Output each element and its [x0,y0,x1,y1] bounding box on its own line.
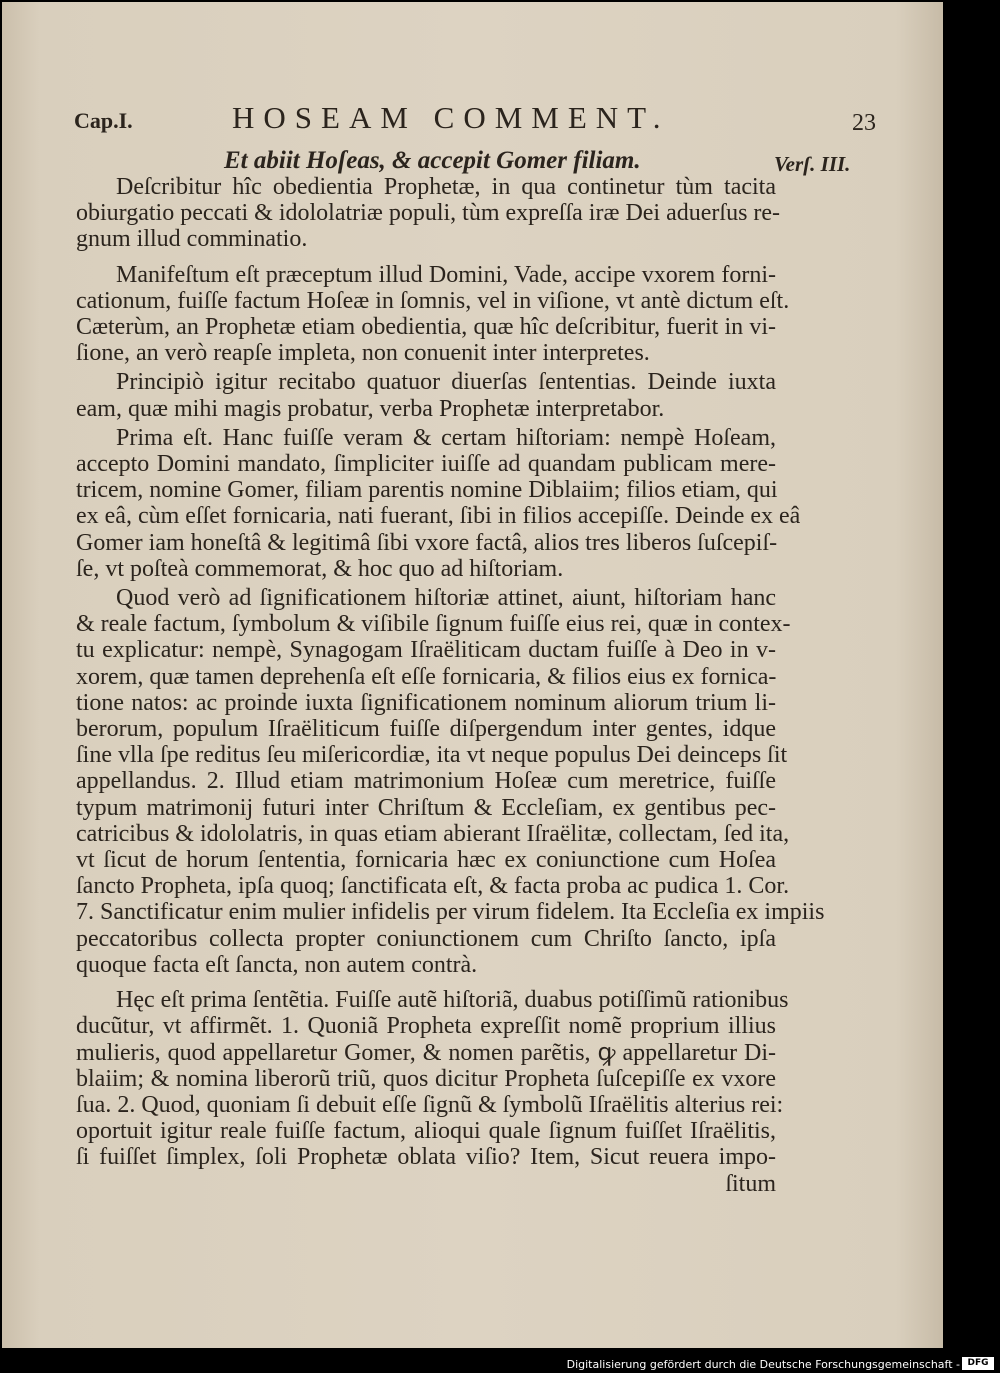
text-line: peccatoribus collecta propter coniunctionem cum Chriſto ſancto, ipſa [76,925,776,952]
text-line: accepto Domini mandato, ſimpliciter iuiſſe ad quandam publicam mere- [76,451,776,478]
text-line: appellandus. 2. Illud etiam matrimonium Hoſeæ cum meretrice, fuiſſe [76,768,776,795]
digitization-footer [0,1355,1000,1373]
running-title: HOSEAM COMMENT. [232,100,670,135]
text-line: tricem, nomine Gomer, filiam parentis nomine Diblaiim; filios etiam, qui [76,477,778,504]
text-line: eam, quæ mihi magis probatur, verba Prophetæ interpretabor. [76,395,665,422]
text-line: Quod verò ad ſignificationem hiſtoriæ attinet, aiunt, hiſtoriam hanc [116,585,776,612]
text-line: cationum, fuiſſe factum Hoſeæ in ſomnis, vel in viſione, vt antè dictum eſt. [76,287,790,314]
funding-credit: Digitalisierung gefördert durch die Deutsche Forschungsgemeinschaft - [566,1358,960,1371]
text-line: Hęc eſt prima ſentẽtia. Fuiſſe autẽ hiſtoriã, duabus potiſſimũ rationibus [116,987,789,1014]
text-line: blaiim; & nomina liberorũ triũ, quos dicitur Propheta ſuſcepiſſe ex vxore [76,1065,776,1092]
text-line: oportuit igitur reale fuiſſe factum, alioqui quale ſignum fuiſſet Iſraëlitis, [76,1118,776,1145]
text-line: & reale factum, ſymbolum & viſibile ſignum fuiſſe eius rei, quæ in contex- [76,611,791,638]
text-line: mulieris, quod appellaretur Gomer, & nomen parẽtis, ꝙ appellaretur Di- [76,1039,776,1066]
text-line: Principiò igitur recitabo quatuor diuerſas ſententias. Deinde iuxta [116,369,776,396]
paragraph [76,585,825,978]
running-header [74,100,876,136]
text-line: ſancto Propheta, ipſa quoq; ſanctificata eſt, & facta proba ac pudica 1. Cor. [76,873,790,900]
text-line: Manifeſtum eſt præceptum illud Domini, Vade, accipe vxorem forni- [116,261,776,288]
chapter-label: Cap.I. [74,108,133,133]
text-line: ſua. 2. Quod, quoniam ſi debuit eſſe ſignũ & ſymbolũ Iſraëlitis alterius rei: [76,1091,784,1118]
text-line: Prima eſt. Hanc fuiſſe veram & certam hiſtoriam: nempè Hoſeam, [116,424,776,451]
paragraph [76,261,790,367]
text-line: typum matrimonij futuri inter Chriſtum & Eccleſiam, ex gentibus pec- [76,794,776,821]
text-line: xorem, quæ tamen deprehenſa eſt eſſe fornicaria, & filios eius ex fornica- [76,663,777,690]
text-line: Cæterùm, an Prophetæ etiam obedientia, quæ hîc deſcribitur, fuerit in vi- [76,314,776,341]
text-line: ſitum [725,1170,776,1197]
book-page [2,2,943,1348]
text-line: obiurgatio peccati & idololatriæ populi, tùm expreſſa iræ Dei aduerſus re- [76,200,781,227]
text-line: gnum illud comminatio. [76,226,308,253]
text-line: tu explicatur: nempè, Synagogam Iſraëliticam ductam fuiſſe à Deo in v- [76,637,776,664]
text-line: ducũtur, vt affirmẽt. 1. Quoniã Propheta expreſſit nomẽ proprium illius [76,1013,776,1040]
text-line: Deſcribitur hîc obedientia Prophetæ, in qua continetur tùm tacita [116,174,776,200]
text-line: berorum, populum Iſraëliticum fuiſſe diſpergendum inter gentes, idque [76,716,776,743]
text-line: catricibus & idololatris, in quas etiam abierant Iſraëlitæ, collectam, ſed ita, [76,820,790,847]
text-line: ex eâ, cùm eſſet fornicaria, nati fuerant, ſibi in filios accepiſſe. Deinde ex eâ [76,503,801,530]
text-line: ſine vlla ſpe reditus ſeu miſericordiæ, ita vt neque populus Dei deinceps ſit [76,742,788,769]
text-line: ſe, vt poſteà commemorat, & hoc quo ad hiſtoriam. [76,555,564,582]
paragraph [76,369,776,421]
main-text [76,174,825,1197]
verse-heading: Et abiit Hoſeas, & accepit Gomer filiam. [224,147,641,174]
paragraph [76,174,781,253]
text-line: 7. Sanctificatur enim mulier infidelis per virum fidelem. Ita Eccleſia ex impiis [76,899,825,926]
text-line: tione natos: ac proinde iuxta ſignificationem nominum aliorum trium li- [76,689,776,716]
text-line: ſi fuiſſet ſimplex, ſoli Prophetæ oblata viſio? Item, Sicut reuera impo- [76,1144,776,1171]
page-number: 23 [852,110,876,136]
text-line: vt ſicut de horum ſententia, fornicaria hæc ex coniunctione cum Hoſea [76,847,776,874]
text-line: Gomer iam honeſtâ & legitimâ ſibi vxore factâ, alios tres liberos ſuſcepiſ- [76,529,778,556]
paragraph [76,424,801,582]
text-line: ſione, an verò reapſe impleta, non conuenit inter interpretes. [76,340,650,367]
verse-marker: Verſ. III. [774,152,851,176]
paragraph [76,987,789,1197]
dfg-logo: DFG [962,1357,994,1370]
text-line: quoque facta eſt ſancta, non autem contrà. [76,951,478,978]
